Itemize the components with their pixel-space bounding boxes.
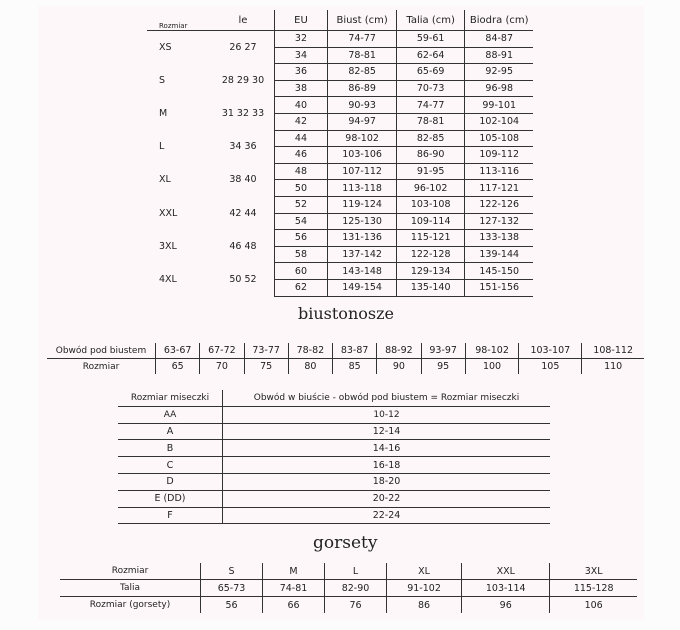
cup-size-table [118,390,550,524]
size-label: 4XL [159,273,177,285]
size-table-body [147,31,533,297]
corset-size-row [60,563,637,580]
band-size: 75 [244,359,288,375]
eu-size: 46 [274,147,328,164]
hips-range: 122-126 [465,196,533,213]
hips-range: 102-104 [465,113,533,130]
cup-size: A [118,423,223,440]
band-size: 100 [465,359,519,375]
band-range-label: Obwód pod biustem [47,343,156,359]
waist-range: 96-102 [396,180,465,197]
eu-size: 38 [274,80,328,97]
waist-range: 86-90 [396,147,465,164]
size-label: 3XL [159,240,177,252]
band-size-label: Rozmiar [47,359,156,375]
eu-size: 56 [274,230,328,247]
band-range: 98-102 [465,343,519,359]
pl-sizes: 50 52 [212,263,274,296]
corset-value: 96 [462,597,550,614]
hips-range: 133-138 [465,230,533,247]
cup-row [118,423,550,440]
cup-difference: 16-18 [223,457,551,474]
cup-difference: 14-16 [223,440,551,457]
eu-size: 50 [274,180,328,197]
bust-range: 90-93 [328,97,397,114]
corset-row-label: Rozmiar (gorsety) [60,597,201,614]
band-size: 85 [333,359,377,375]
header-waist: Talia (cm) [396,10,465,31]
band-size: 90 [377,359,421,375]
waist-range: 135-140 [396,279,465,296]
cup-row [118,406,550,423]
header-eu: EU [274,10,328,31]
corset-size: M [263,563,325,580]
waist-range: 82-85 [396,130,465,147]
band-size: 70 [200,359,244,375]
waist-range: 129-134 [396,263,465,280]
eu-size: 58 [274,246,328,263]
band-range: 83-87 [333,343,377,359]
eu-size: 52 [274,196,328,213]
waist-range: 74-77 [396,97,465,114]
band-size: 110 [604,361,623,372]
hips-range: 105-108 [465,130,533,147]
eu-size: 48 [274,163,328,180]
cup-difference: 10-12 [223,406,551,423]
corset-size-table [60,563,637,613]
pl-sizes: 42 44 [212,196,274,229]
corset-waist: 91-102 [387,580,462,597]
cup-table-header [118,390,550,406]
corset-size: XXL [462,563,550,580]
cup-row [118,457,550,474]
pl-sizes: 31 32 33 [212,97,274,130]
eu-size: 32 [274,31,328,48]
cup-size: B [118,440,223,457]
bust-range: 78-81 [328,47,397,64]
size-row [147,263,533,280]
bust-range: 137-142 [328,246,397,263]
band-size-row [47,359,644,375]
corset-corset-row [60,597,637,614]
corset-value: 86 [387,597,462,614]
size-row [147,97,533,114]
hips-range: 117-121 [465,180,533,197]
band-range: 88-92 [377,343,421,359]
size-row [147,31,533,48]
waist-range: 62-64 [396,47,465,64]
header-bust: Biust (cm) [328,10,397,31]
size-row [147,64,533,81]
corset-waist: 103-114 [462,580,550,597]
eu-size: 40 [274,97,328,114]
hips-range: 88-91 [465,47,533,64]
bust-range: 143-148 [328,263,397,280]
pl-sizes: 26 27 [212,31,274,64]
corset-size: XL [387,563,462,580]
bust-range: 113-118 [328,180,397,197]
bra-section-title: biustonosze [298,304,394,323]
waist-range: 70-73 [396,80,465,97]
hips-range: 145-150 [465,263,533,280]
cup-difference: 20-22 [223,490,551,507]
band-range: 73-77 [244,343,288,359]
waist-range: 103-108 [396,196,465,213]
bust-range: 131-136 [328,230,397,247]
corset-row-label: Rozmiar [60,563,201,580]
size-row [147,130,533,147]
header-pl: le [212,10,274,31]
band-size-table [47,343,644,374]
hips-range: 84-87 [465,31,533,48]
waist-range: 65-69 [396,64,465,81]
size-label: L [159,141,165,153]
waist-range: 91-95 [396,163,465,180]
waist-range: 59-61 [396,31,465,48]
header-hips: Biodra (cm) [465,10,533,31]
corset-value: 106 [584,599,603,611]
header-size: Rozmiar [147,10,212,31]
hips-range: 96-98 [465,80,533,97]
band-range-row [47,343,644,359]
cup-difference: 22-24 [223,507,551,524]
cup-header-formula: Obwód w biuście - obwód pod biustem = Rozmiar miseczki [223,390,551,406]
band-size: 65 [156,359,200,375]
band-range: 93-97 [421,343,465,359]
corset-size: 3XL [550,563,637,580]
cup-row [118,440,550,457]
band-size: 95 [421,359,465,375]
corset-value: 76 [325,597,387,614]
corset-value: 56 [201,597,263,614]
hips-range: 127-132 [465,213,533,230]
cup-size: D [118,473,223,490]
eu-size: 42 [274,113,328,130]
cup-difference: 18-20 [223,473,551,490]
eu-size: 36 [274,64,328,81]
eu-size: 34 [274,47,328,64]
size-row [147,196,533,213]
cup-row [118,473,550,490]
band-range: 63-67 [156,343,200,359]
size-label: XXL [159,207,178,219]
size-label: XL [159,174,171,186]
corset-row-label: Talia [60,580,201,597]
waist-range: 109-114 [396,213,465,230]
corset-section-title: gorsety [313,533,378,553]
hips-range: 99-101 [465,97,533,114]
cup-size: AA [118,406,223,423]
corset-size: S [201,563,263,580]
band-size: 105 [519,359,582,375]
cup-header-size: Rozmiar miseczki [118,390,223,406]
bust-range: 86-89 [328,80,397,97]
bust-range: 119-124 [328,196,397,213]
waist-range: 122-128 [396,246,465,263]
pl-sizes: 34 36 [212,130,274,163]
cup-size: F [118,507,223,524]
hips-range: 109-112 [465,147,533,164]
corset-waist: 115-128 [550,580,637,597]
eu-size: 60 [274,263,328,280]
hips-range: 151-156 [465,279,533,296]
cup-row [118,490,550,507]
corset-waist: 65-73 [201,580,263,597]
hips-range: 92-95 [465,64,533,81]
cup-size: E (DD) [118,490,223,507]
hips-range: 139-144 [465,246,533,263]
bust-range: 107-112 [328,163,397,180]
pl-sizes: 28 29 30 [212,64,274,97]
band-range: 103-107 [519,343,582,359]
bust-range: 125-130 [328,213,397,230]
pl-sizes: 38 40 [212,163,274,196]
band-range: 67-72 [200,343,244,359]
band-range: 78-82 [288,343,332,359]
size-label: XS [159,41,172,53]
band-range: 108-112 [582,343,644,359]
eu-size: 44 [274,130,328,147]
waist-range: 115-121 [396,230,465,247]
bust-range: 149-154 [328,279,397,296]
bust-range: 74-77 [328,31,397,48]
corset-waist: 82-90 [325,580,387,597]
corset-waist-row [60,580,637,597]
waist-range: 78-81 [396,113,465,130]
clothing-size-table [147,10,533,297]
corset-value: 66 [263,597,325,614]
bust-range: 94-97 [328,113,397,130]
hips-range: 113-116 [465,163,533,180]
pl-sizes: 46 48 [212,230,274,263]
band-size: 80 [288,359,332,375]
corset-size: L [325,563,387,580]
size-label: M [159,107,168,119]
cup-size: C [118,457,223,474]
cup-row [118,507,550,524]
size-label: S [159,74,166,86]
bust-range: 103-106 [328,147,397,164]
corset-waist: 74-81 [263,580,325,597]
eu-size: 54 [274,213,328,230]
cup-table-body [118,406,550,524]
size-table-header [147,10,533,31]
eu-size: 62 [274,279,328,296]
size-row [147,230,533,247]
bust-range: 98-102 [328,130,397,147]
bust-range: 82-85 [328,64,397,81]
size-row [147,163,533,180]
cup-difference: 12-14 [223,423,551,440]
